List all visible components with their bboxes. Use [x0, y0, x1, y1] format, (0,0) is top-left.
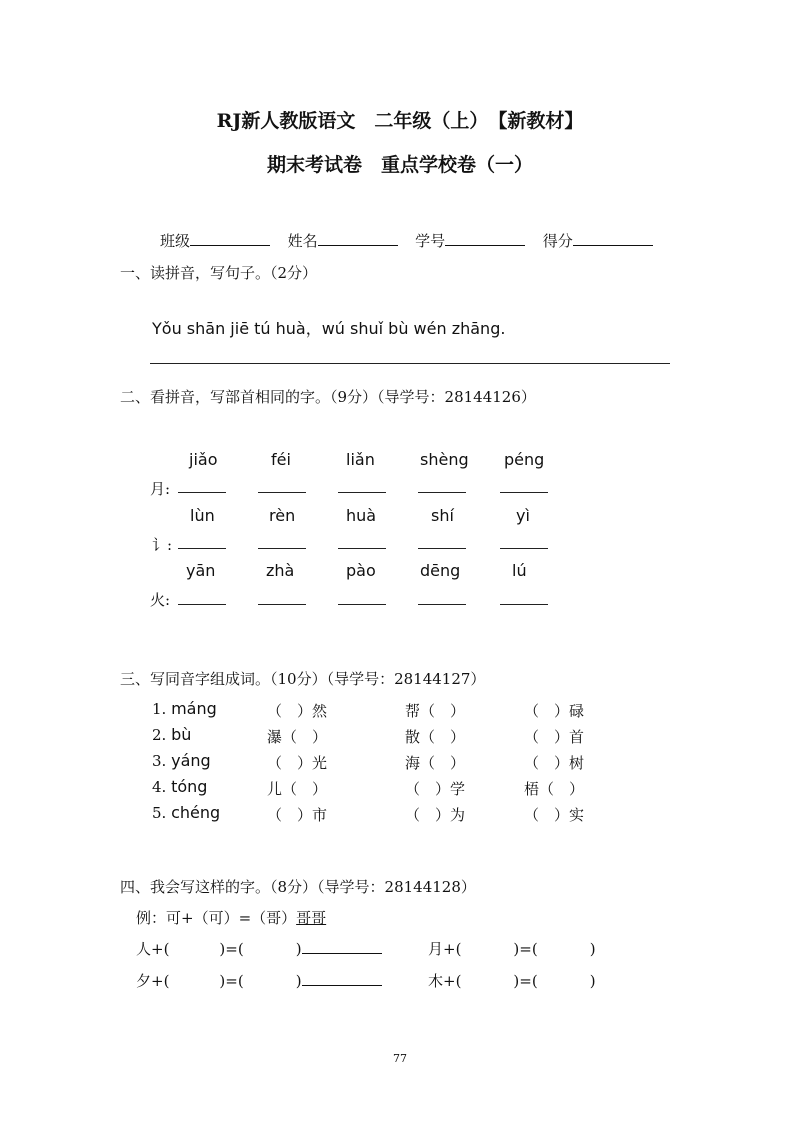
s4-item-part: )=(: [219, 972, 244, 990]
s4-item-part: ): [589, 972, 596, 990]
answer-blank[interactable]: [258, 604, 306, 605]
answer-blank[interactable]: [178, 604, 226, 605]
s3-cell[interactable]: （ ）为: [405, 806, 466, 824]
s3-cell[interactable]: 帮（ ）: [405, 702, 466, 720]
s3-row-pinyin: yáng: [171, 751, 211, 770]
s4-item-part: )=(: [513, 972, 538, 990]
pinyin-lun: lùn: [190, 506, 215, 525]
answer-blank[interactable]: [258, 492, 306, 493]
s3-row-label: [152, 777, 207, 796]
answer-blank[interactable]: [418, 604, 466, 605]
s3-row-num: 3.: [152, 752, 167, 770]
s4-item-part: 木+(: [428, 972, 462, 990]
s3-cell[interactable]: （ ）市: [267, 806, 328, 824]
pinyin-yi: yì: [516, 506, 530, 525]
pinyin-ren: rèn: [269, 506, 296, 525]
s3-cell[interactable]: （ ）学: [405, 780, 466, 798]
name-field[interactable]: [318, 231, 398, 246]
pinyin-yan: yān: [186, 561, 216, 580]
s3-cell[interactable]: （ ）然: [267, 702, 328, 720]
answer-blank[interactable]: [338, 492, 386, 493]
section3-title: 三、写同音字组成词。（10分）（导学号：28144127）: [120, 670, 486, 688]
answer-blank[interactable]: [338, 548, 386, 549]
s3-row-label: [152, 751, 211, 770]
answer-blank[interactable]: [418, 548, 466, 549]
answer-blank[interactable]: [500, 492, 548, 493]
s3-cell[interactable]: （ ）实: [524, 806, 585, 824]
s4-item: [136, 970, 382, 991]
s3-cell[interactable]: 海（ ）: [405, 754, 466, 772]
pinyin-jiao: jiǎo: [189, 450, 218, 469]
section4-title: 四、我会写这样的字。（8分）（导学号：28144128）: [120, 878, 476, 896]
s3-cell[interactable]: 瀑（ ）: [267, 728, 328, 746]
answer-blank[interactable]: [178, 548, 226, 549]
s3-row-num: 4.: [152, 778, 167, 796]
s4-blank[interactable]: [169, 972, 219, 986]
answer-blank[interactable]: [178, 492, 226, 493]
pinyin-lu: lú: [512, 561, 527, 580]
answer-blank[interactable]: [500, 548, 548, 549]
score-label: 得分: [542, 232, 573, 250]
exam-title-line2: 期末考试卷 重点学校卷（一）: [266, 154, 533, 176]
s4-item-part: 夕+(: [136, 972, 170, 990]
s3-cell[interactable]: （ ）碌: [524, 702, 585, 720]
pinyin-hua: huà: [346, 506, 377, 525]
answer-blank[interactable]: [500, 604, 548, 605]
s3-cell[interactable]: 梧（ ）: [524, 780, 585, 798]
pinyin-peng: péng: [504, 450, 545, 469]
s3-row-pinyin: tóng: [171, 777, 208, 796]
id-label: 学号: [415, 232, 446, 250]
s4-item-part: 人+(: [136, 940, 170, 958]
pinyin-fei: féi: [271, 450, 291, 469]
section1-pinyin: Yǒu shān jiē tú huà，wú shuǐ bù wén zhāng.: [152, 319, 506, 338]
pinyin-shi: shí: [431, 506, 454, 525]
section1-title: 一、读拼音，写句子。（2分）: [120, 264, 318, 282]
s4-blank[interactable]: [461, 940, 513, 954]
answer-blank[interactable]: [418, 492, 466, 493]
pinyin-zha: zhà: [266, 561, 295, 580]
section1-answer-line[interactable]: [150, 363, 670, 364]
s3-row-pinyin: bù: [171, 725, 192, 744]
radical-yue: 月:: [150, 480, 171, 498]
id-field[interactable]: [445, 231, 525, 246]
answer-blank[interactable]: [258, 548, 306, 549]
name-label: 姓名: [287, 232, 318, 250]
s4-blank[interactable]: [169, 940, 219, 954]
class-field[interactable]: [190, 231, 270, 246]
exam-title-line1: RJ新人教版语文 二年级（上） 【新教材】: [216, 110, 584, 132]
s3-row-label: [152, 803, 220, 822]
s4-item-part: ): [589, 940, 596, 958]
radical-huo: 火:: [150, 591, 171, 609]
example-prefix: 例：可+（可）=（哥）: [136, 909, 297, 927]
s4-item-part: ): [295, 940, 302, 958]
s4-item: [428, 970, 596, 991]
pinyin-lian: liǎn: [346, 450, 375, 469]
pinyin-pao: pào: [346, 561, 376, 580]
s3-cell[interactable]: （ ）首: [524, 728, 585, 746]
s4-blank[interactable]: [538, 940, 590, 954]
s3-cell[interactable]: （ ）树: [524, 754, 585, 772]
section4-example: [136, 907, 326, 928]
s4-blank[interactable]: [244, 940, 296, 954]
class-label: 班级: [160, 232, 191, 250]
s4-item: [136, 938, 382, 959]
s3-row-num: 1.: [152, 700, 167, 718]
s3-cell[interactable]: 儿（ ）: [267, 780, 328, 798]
s4-answer-line[interactable]: [302, 971, 382, 986]
s4-item-part: ): [295, 972, 302, 990]
s3-row-num: 5.: [152, 804, 167, 822]
s3-cell[interactable]: （ ）光: [267, 754, 328, 772]
answer-blank[interactable]: [338, 604, 386, 605]
pinyin-sheng: shèng: [420, 450, 469, 469]
s3-row-label: [152, 699, 217, 718]
s4-item-part: )=(: [513, 940, 538, 958]
page-number: 77: [393, 1052, 407, 1065]
s4-answer-line[interactable]: [302, 939, 382, 954]
s3-row-num: 2.: [152, 726, 167, 744]
s4-blank[interactable]: [461, 972, 513, 986]
pinyin-deng: dēng: [420, 561, 461, 580]
example-answer: 哥哥: [296, 909, 327, 927]
s3-row-label: [152, 725, 191, 744]
s3-cell[interactable]: 散（ ）: [405, 728, 466, 746]
section2-title: 二、看拼音，写部首相同的字。（9分）（导学号：28144126）: [120, 388, 536, 406]
radical-yan: 讠:: [152, 536, 173, 554]
s4-blank[interactable]: [244, 972, 296, 986]
s4-item-part: )=(: [219, 940, 244, 958]
info-line: [160, 230, 653, 251]
s4-item-part: 月+(: [428, 940, 462, 958]
s4-item: [428, 938, 596, 959]
s4-blank[interactable]: [538, 972, 590, 986]
score-field[interactable]: [573, 231, 653, 246]
s3-row-pinyin: máng: [171, 699, 217, 718]
s3-row-pinyin: chéng: [171, 803, 221, 822]
